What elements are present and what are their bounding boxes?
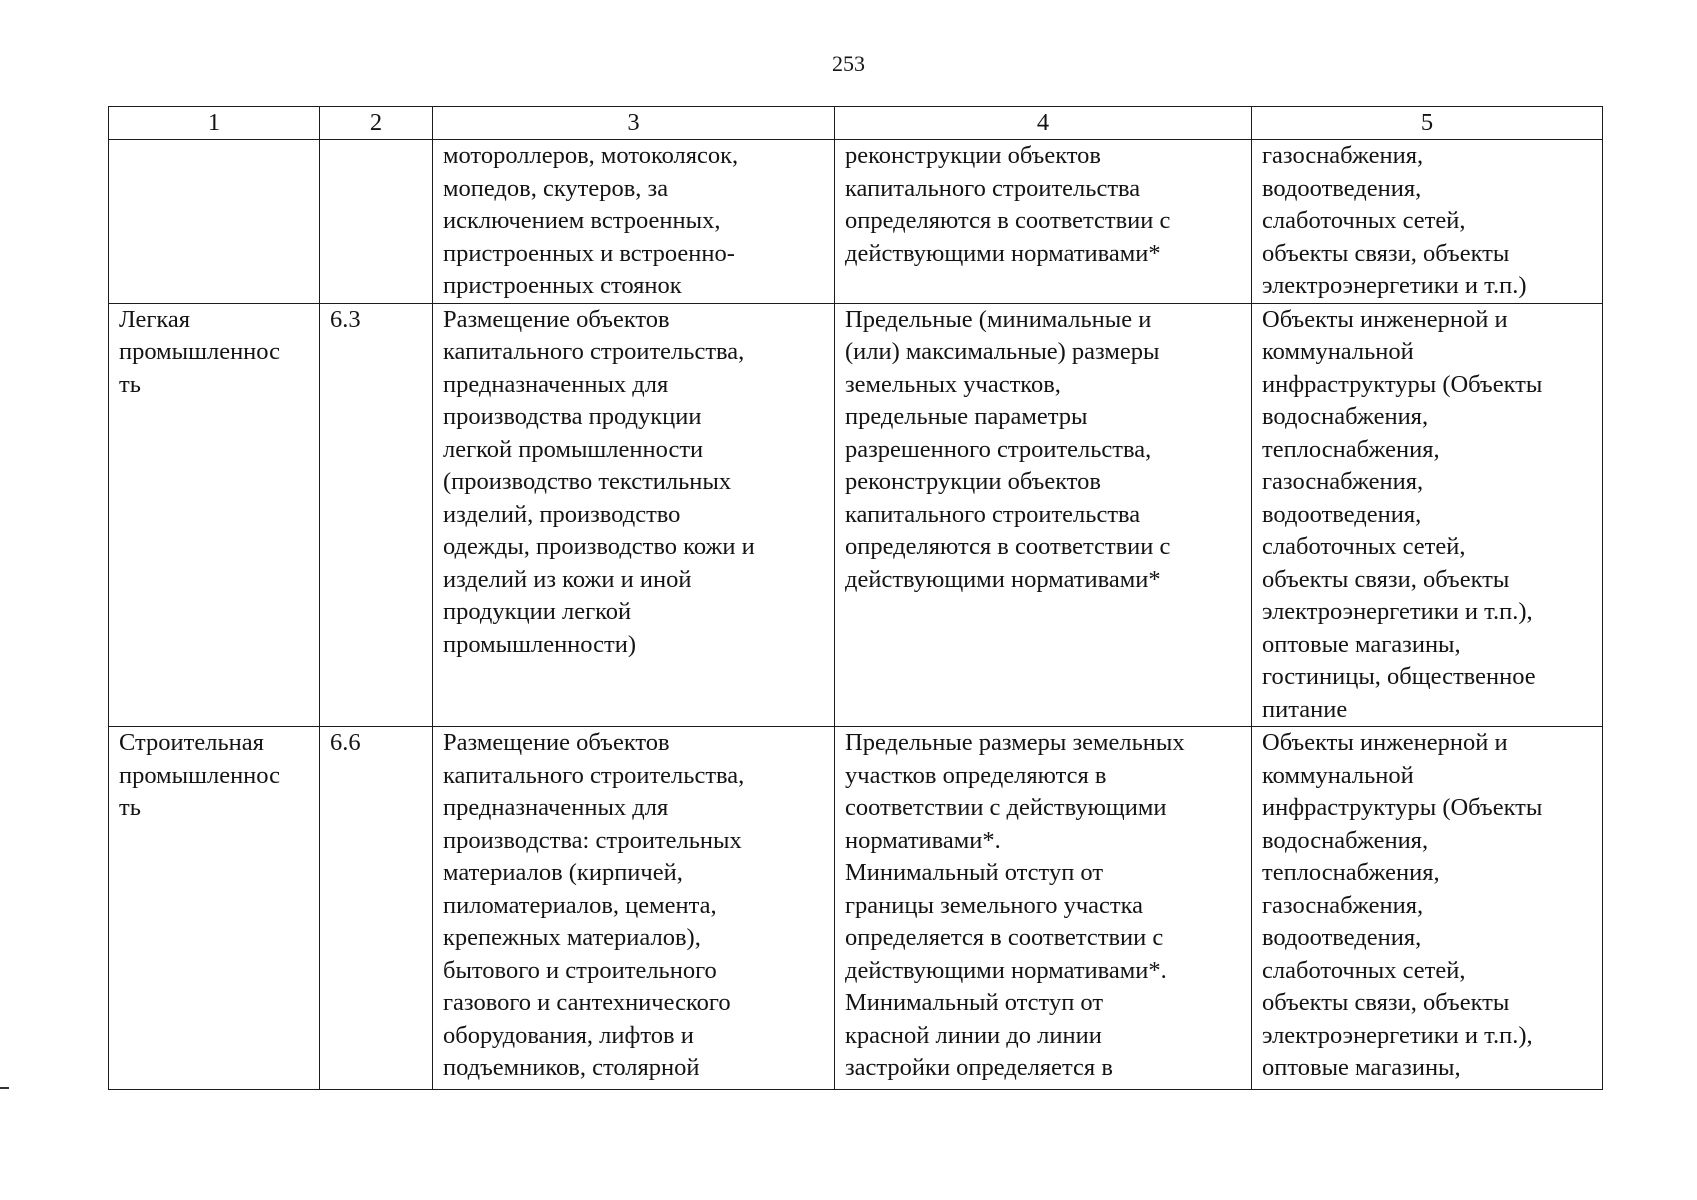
auxiliary-uses-cell: газоснабжения, водоотведения, слаботочных сетей, объекты связи, объекты электроэнергетики и т.п.) [1252,140,1603,304]
page-number: 253 [832,51,865,76]
land-use-code-cell: 6.3 [320,303,433,727]
land-use-parameters-cell: Предельные размеры земельных участков определяются в соответствии с действующими нормативами*. Минимальный отступ от границы земельного участка определяется в соответствии с действующими нормативами*. Минимальный отступ от красной линии до линии застройки определяется в [835,727,1252,1090]
land-use-code-cell: 6.6 [320,727,433,1090]
land-use-table [108,106,1603,1090]
auxiliary-uses-cell: Объекты инженерной и коммунальной инфраструктуры (Объекты водоснабжения, теплоснабжения, газоснабжения, водоотведения, слаботочных сетей, объекты связи, объекты электроэнергетики и т.п.), оптовые магазины, [1252,727,1603,1090]
land-use-code-cell [320,140,433,304]
table-row-light-industry [109,303,1603,727]
table-row-construction-industry [109,727,1603,1090]
land-use-parameters-cell: Предельные (минимальные и (или) максимальные) размеры земельных участков, предельные параметры разрешенного строительства, реконструкции объектов капитального строительства определяются в соответствии с действующими нормативами* [835,303,1252,727]
column-header-4: 4 [835,107,1252,140]
land-use-name-cell: Легкая промышленнос ть [109,303,320,727]
column-header-1: 1 [109,107,320,140]
land-use-description-cell: Размещение объектов капитального строительства, предназначенных для производства продукции легкой промышленности (производство текстильных изделий, производство одежды, производство кожи и изделий из кожи и иной продукции легкой промышленности) [433,303,835,727]
land-use-name-cell: Строительная промышленнос ть [109,727,320,1090]
land-use-description-cell: мотороллеров, мотоколясок, мопедов, скутеров, за исключением встроенных, пристроенных и встроенно- пристроенных стоянок [433,140,835,304]
land-use-description-cell: Размещение объектов капитального строительства, предназначенных для производства: строительных материалов (кирпичей, пиломатериалов, цемента, крепежных материалов), бытового и строительного газового и сантехнического оборудования, лифтов и подъемников, столярной [433,727,835,1090]
column-header-5: 5 [1252,107,1603,140]
column-header-3: 3 [433,107,835,140]
column-header-2: 2 [320,107,433,140]
land-use-parameters-cell: реконструкции объектов капитального строительства определяются в соответствии с действующими нормативами* [835,140,1252,304]
scan-margin-mark [0,1087,9,1089]
table-header-row [109,107,1603,140]
land-use-name-cell [109,140,320,304]
table-row-continuation [109,140,1603,304]
auxiliary-uses-cell: Объекты инженерной и коммунальной инфраструктуры (Объекты водоснабжения, теплоснабжения, газоснабжения, водоотведения, слаботочных сетей, объекты связи, объекты электроэнергетики и т.п.), оптовые магазины, гостиницы, общественное питание [1252,303,1603,727]
